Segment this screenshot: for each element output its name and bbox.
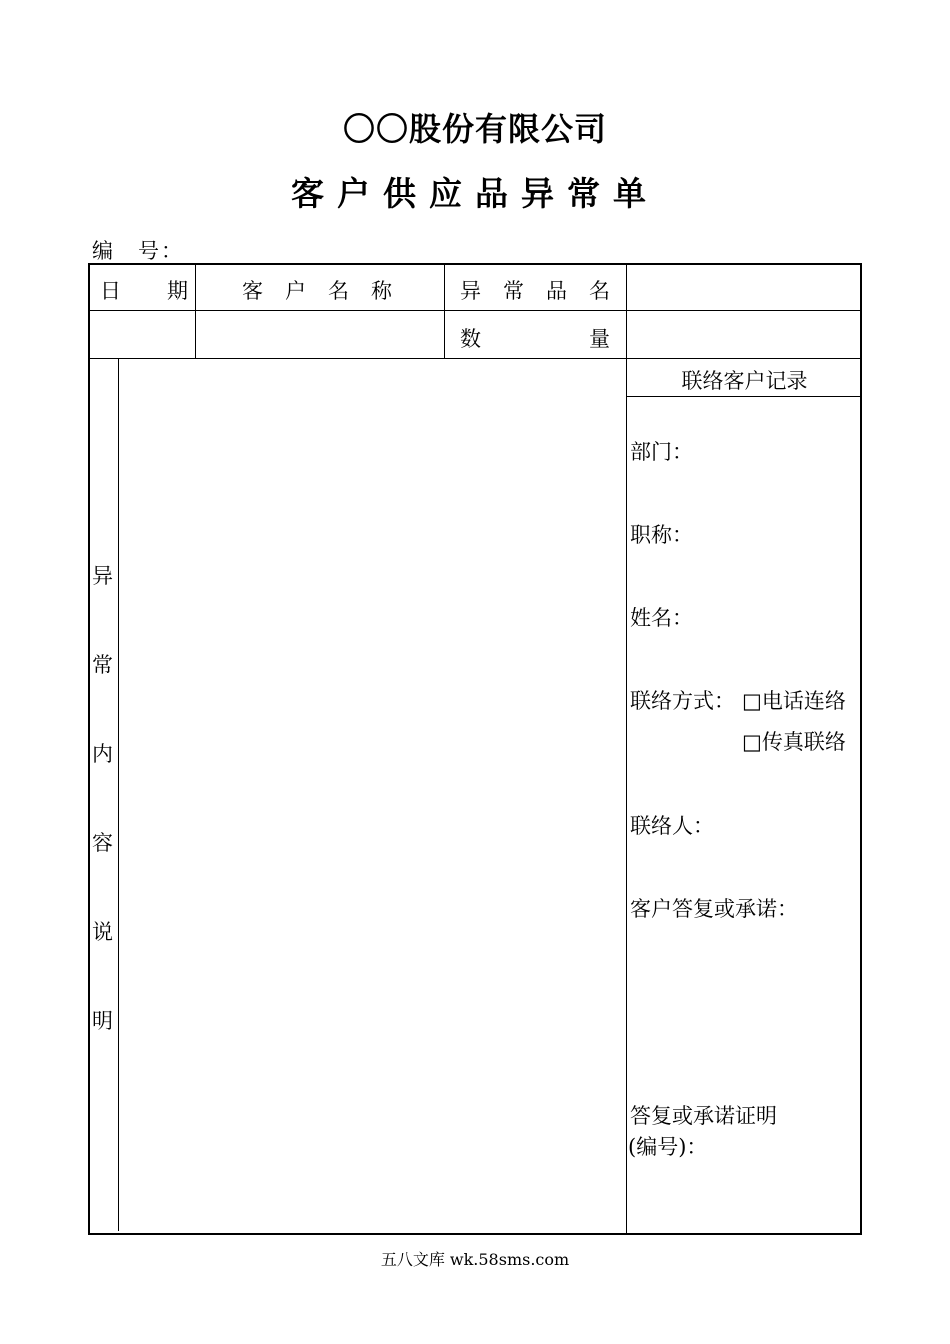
company-title: 〇〇股份有限公司 xyxy=(342,110,607,148)
header-date-text: 日期 xyxy=(100,279,234,303)
option-fax[interactable]: □传真联络 xyxy=(742,730,846,754)
contact-person: 联络人： xyxy=(630,814,714,838)
contact-department: 部门： xyxy=(630,440,693,464)
reply-proof-line2: (编号)： xyxy=(628,1135,708,1159)
desc-char: 常 xyxy=(92,653,113,677)
abnormal-form-table xyxy=(88,263,862,1235)
desc-char: 异 xyxy=(92,564,113,588)
serial-number-label: 编 号： xyxy=(92,239,184,263)
reply-proof-line1: 答复或承诺证明 xyxy=(630,1104,777,1128)
header-quantity: 数量 xyxy=(460,327,718,351)
row-divider xyxy=(88,310,862,311)
desc-label-divider xyxy=(118,359,119,1231)
footer-watermark: 五八文库 wk.58sms.com xyxy=(380,1250,570,1269)
abnormal-desc-area[interactable] xyxy=(120,360,625,1230)
header-date xyxy=(100,275,234,305)
form-title: 客户供应品异常单 xyxy=(291,174,659,213)
contact-method-label: 联络方式： xyxy=(630,689,735,713)
header-customer-name: 客户名称 xyxy=(242,279,414,303)
desc-char: 说 xyxy=(92,920,113,944)
desc-char: 内 xyxy=(92,742,113,766)
option-phone[interactable]: □电话连络 xyxy=(742,689,846,713)
desc-char: 容 xyxy=(92,831,113,855)
col-divider xyxy=(626,263,627,1235)
contact-name: 姓名： xyxy=(630,606,693,630)
col-divider xyxy=(444,263,445,359)
contact-record-title: 联络客户记录 xyxy=(681,369,808,393)
desc-char: 明 xyxy=(92,1009,113,1033)
header-abnormal-product: 异常品名 xyxy=(460,279,632,303)
contact-title-divider xyxy=(626,396,862,397)
row-divider xyxy=(88,358,862,359)
customer-reply: 客户答复或承诺： xyxy=(630,897,798,921)
contact-job-title: 职称： xyxy=(630,523,693,547)
